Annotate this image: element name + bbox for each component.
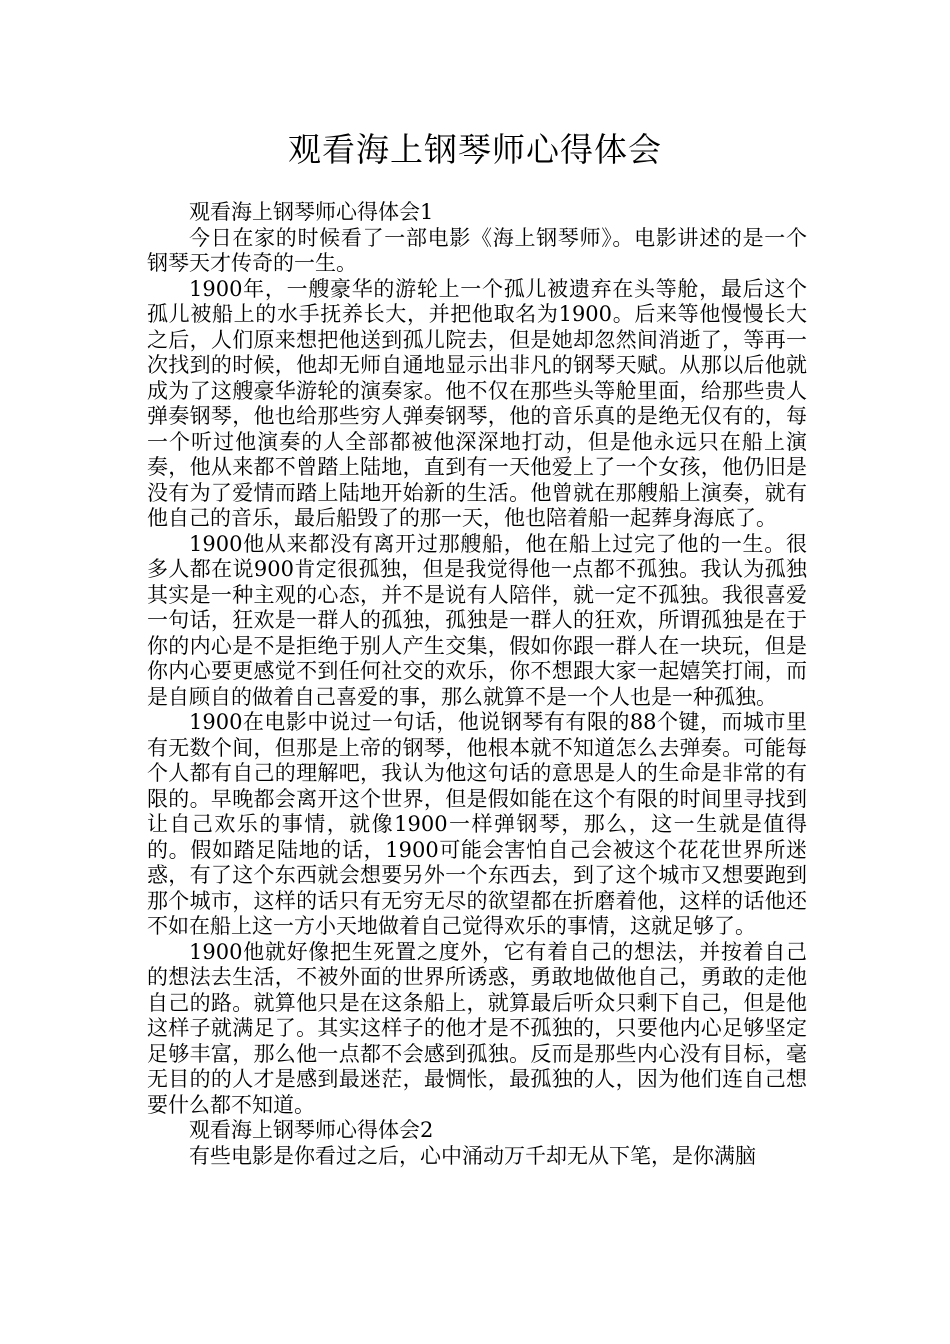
paragraph: 今日在家的时候看了一部电影《海上钢琴师》。电影讲述的是一个钢琴天才传奇的一生。: [147, 225, 807, 275]
document-body: [147, 200, 807, 1169]
paragraph: 1900年，一艘豪华的游轮上一个孤儿被遗弃在头等舱，最后这个孤儿被船上的水手抚养长大，并把他取名为1900。后来等他慢慢长大之后，人们原来想把他送到孤儿院去，但是她却忽然间消逝了，等再一次找到的时候，他却无师自通地显示出非凡的钢琴天赋。从那以后他就成为了这艘豪华游轮的演奏家。他不仅在那些头等舱里面，给那些贵人弹奏钢琴，他也给那些穷人弹奏钢琴，他的音乐真的是绝无仅有的，每一个听过他演奏的人全部都被他深深地打动，但是他永远只在船上演奏，他从来都不曾踏上陆地，直到有一天他爱上了一个女孩，他仍旧是没有为了爱情而踏上陆地开始新的生活。他曾就在那艘船上演奏，就有他自己的音乐，最后船毁了的那一天，他也陪着船一起葬身海底了。: [147, 276, 807, 530]
section-heading-1: 观看海上钢琴师心得体会1: [189, 200, 434, 224]
paragraph: 1900他从来都没有离开过那艘船，他在船上过完了他的一生。很多人都在说900肯定很孤独，但是我觉得他一点都不孤独。我认为孤独其实是一种主观的心态，并不是说有人陪伴，就一定不孤独。我很喜爱一句话，狂欢是一群人的孤独，孤独是一群人的狂欢，所谓孤独是在于你的内心是不是拒绝于别人产生交集，假如你跟一群人在一块玩，但是你内心要更感觉不到任何社交的欢乐，你不想跟大家一起嬉笑打闹，而是自顾自的做着自己喜爱的事，那么就算不是一个人也是一种孤独。: [147, 531, 807, 709]
paragraph: 1900在电影中说过一句话，他说钢琴有有限的88个键，而城市里有无数个间，但那是上帝的钢琴，他根本就不知道怎么去弹奏。可能每个人都有自己的理解吧，我认为他这句话的意思是人的生命是非常的有限的。早晚都会离开这个世界，但是假如能在这个有限的时间里寻找到让自己欢乐的事情，就像1900一样弹钢琴，那么，这一生就是值得的。假如踏足陆地的话，1900可能会害怕自己会被这个花花世界所迷惑，有了这个东西就会想要另外一个东西去，到了这个城市又想要跑到那个城市，这样的话只有无穷无尽的欲望都在折磨着他，这样的话他还不如在船上这一方小天地做着自己觉得欢乐的事情，这就足够了。: [147, 710, 807, 938]
section-heading-2: 观看海上钢琴师心得体会2: [189, 1118, 434, 1142]
document-title: 观看海上钢琴师心得体会: [288, 130, 662, 169]
paragraph: 1900他就好像把生死置之度外，它有着自己的想法，并按着自己的想法去生活，不被外面的世界所诱惑，勇敢地做他自己，勇敢的走他自己的路。就算他只是在这条船上，就算最后听众只剩下自己，但是他这样子就满足了。其实这样子的他才是不孤独的，只要他内心足够坚定足够丰富，那么他一点都不会感到孤独。反而是那些内心没有目标，毫无目的的人才是感到最迷茫，最惆怅，最孤独的人，因为他们连自己想要什么都不知道。: [147, 939, 807, 1117]
paragraph: 有些电影是你看过之后，心中涌动万千却无从下笔，是你满脑: [189, 1143, 756, 1168]
